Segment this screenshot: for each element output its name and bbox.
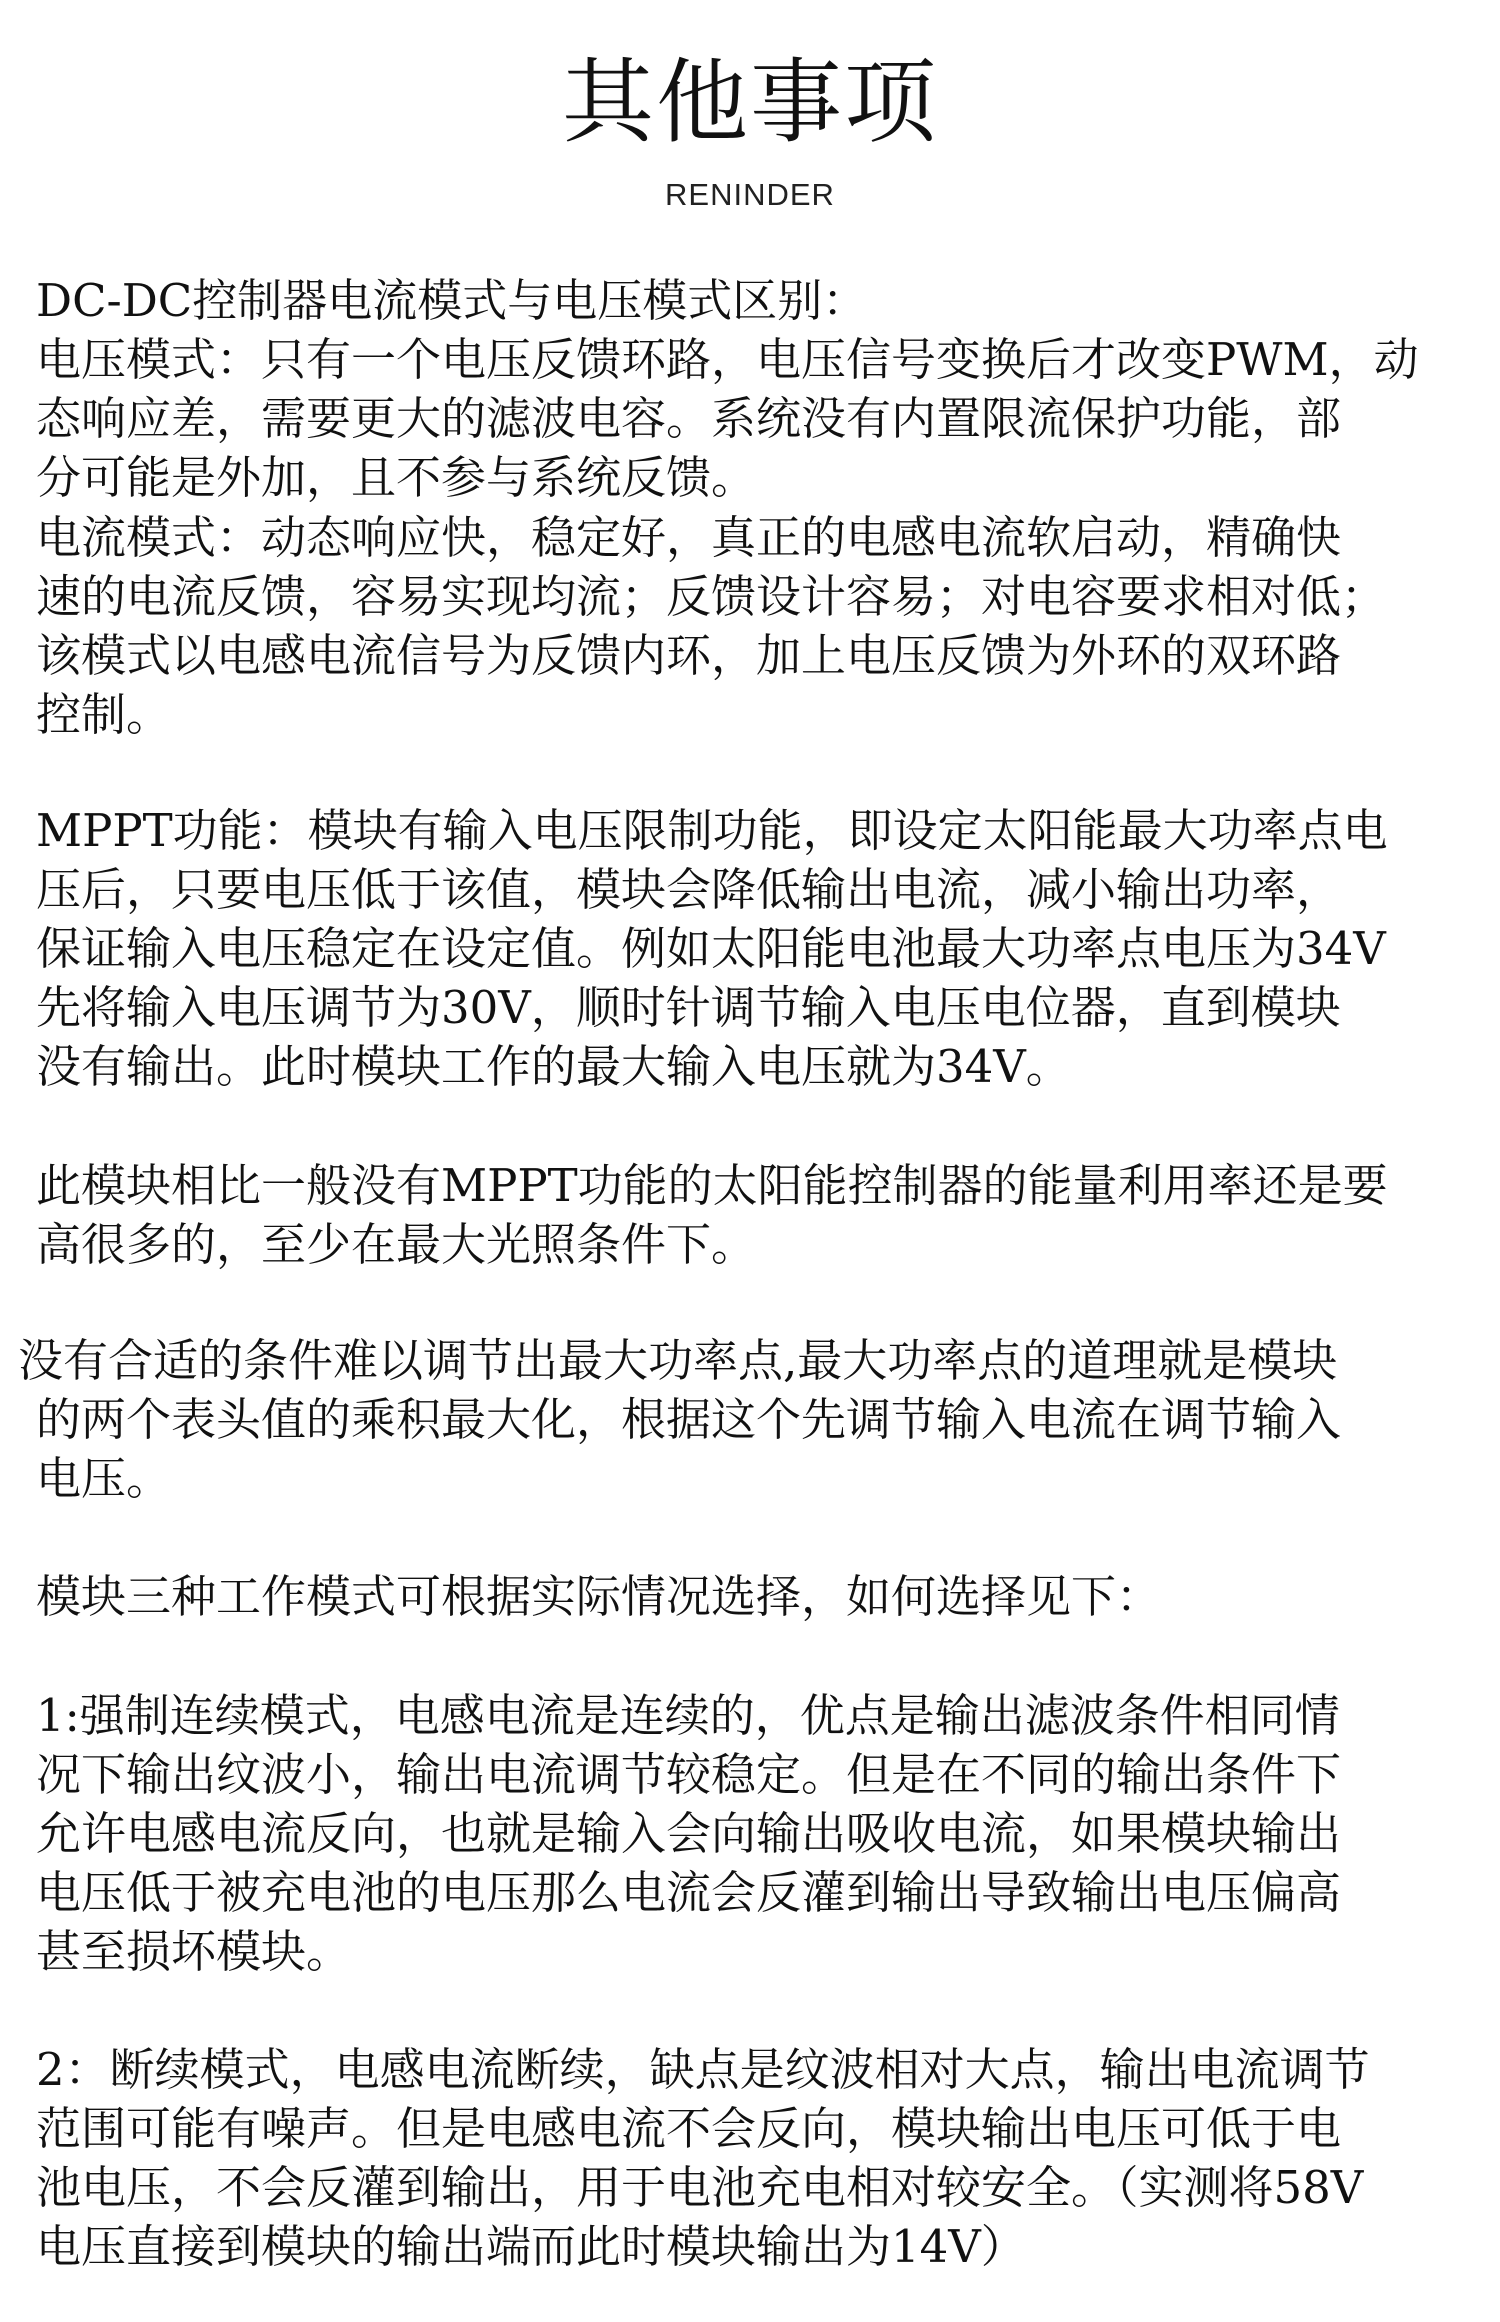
text-line: 电流模式：动态响应快，稳定好，真正的电感电流软启动，精确快 — [36, 511, 1342, 564]
text-line: 控制。 — [36, 688, 172, 741]
mode2-paragraph — [36, 2040, 1476, 2276]
current-mode-paragraph — [36, 508, 1476, 744]
text-line: 2：断续模式，电感电流断续，缺点是纹波相对大点，输出电流调节 — [36, 2043, 1370, 2096]
text-line: 况下输出纹波小，输出电流调节较稳定。但是在不同的输出条件下 — [36, 1748, 1342, 1801]
text-line: 高很多的，至少在最大光照条件下。 — [36, 1218, 757, 1271]
text-line: 没有输出。此时模块工作的最大输入电压就为34V。 — [36, 1040, 1071, 1093]
text-line: 电压直接到模块的输出端而此时模块输出为14V） — [36, 2220, 1026, 2273]
text-line: 该模式以电感电流信号为反馈内环，加上电压反馈为外环的双环路 — [36, 629, 1342, 682]
text-line: 速的电流反馈，容易实现均流；反馈设计容易；对电容要求相对低； — [36, 570, 1387, 623]
text-line: 先将输入电压调节为30V，顺时针调节输入电压电位器，直到模块 — [36, 981, 1341, 1034]
mode1-paragraph — [36, 1686, 1476, 1981]
page-subtitle: RENINDER — [665, 177, 835, 212]
text-line: DC-DC控制器电流模式与电压模式区别： — [36, 274, 868, 327]
mppt-paragraph — [36, 801, 1476, 1096]
text-line: 允许电感电流反向，也就是输入会向输出吸收电流，如果模块输出 — [36, 1807, 1342, 1860]
text-line: 模块三种工作模式可根据实际情况选择，如何选择见下： — [36, 1570, 1162, 1623]
text-line: 此模块相比一般没有MPPT功能的太阳能控制器的能量利用率还是要 — [36, 1159, 1388, 1212]
voltage-mode-paragraph — [36, 330, 1476, 507]
tuning-paragraph — [18, 1331, 1458, 1508]
text-line: MPPT功能：模块有输入电压限制功能，即设定太阳能最大功率点电 — [36, 804, 1388, 857]
text-line: 压后，只要电压低于该值，模块会降低输出电流，减小输出功率， — [36, 863, 1342, 916]
text-line: 的两个表头值的乘积最大化，根据这个先调节输入电流在调节输入 — [36, 1393, 1342, 1446]
text-line: 保证输入电压稳定在设定值。例如太阳能电池最大功率点电压为34V — [36, 922, 1386, 975]
text-line: 分可能是外加，且不参与系统反馈。 — [36, 451, 757, 504]
text-line: 没有合适的条件难以调节出最大功率点,最大功率点的道理就是模块 — [18, 1334, 1338, 1387]
modes-intro-paragraph — [36, 1567, 1476, 1626]
text-line: 池电压，不会反灌到输出，用于电池充电相对较安全。（实测将58V — [36, 2161, 1364, 2214]
efficiency-paragraph — [36, 1156, 1476, 1274]
text-line: 态响应差，需要更大的滤波电容。系统没有内置限流保护功能，部 — [36, 392, 1342, 445]
text-line: 电压。 — [36, 1452, 172, 1505]
text-line: 电压模式：只有一个电压反馈环路，电压信号变换后才改变PWM，动 — [36, 333, 1419, 386]
page-title: 其他事项 — [561, 49, 938, 156]
text-line: 1:强制连续模式，电感电流是连续的，优点是输出滤波条件相同情 — [36, 1689, 1340, 1742]
mode-difference-heading — [36, 271, 1476, 330]
text-line: 范围可能有噪声。但是电感电流不会反向，模块输出电压可低于电 — [36, 2102, 1342, 2155]
text-line: 甚至损坏模块。 — [36, 1925, 352, 1978]
text-line: 电压低于被充电池的电压那么电流会反灌到输出导致输出电压偏高 — [36, 1866, 1342, 1919]
